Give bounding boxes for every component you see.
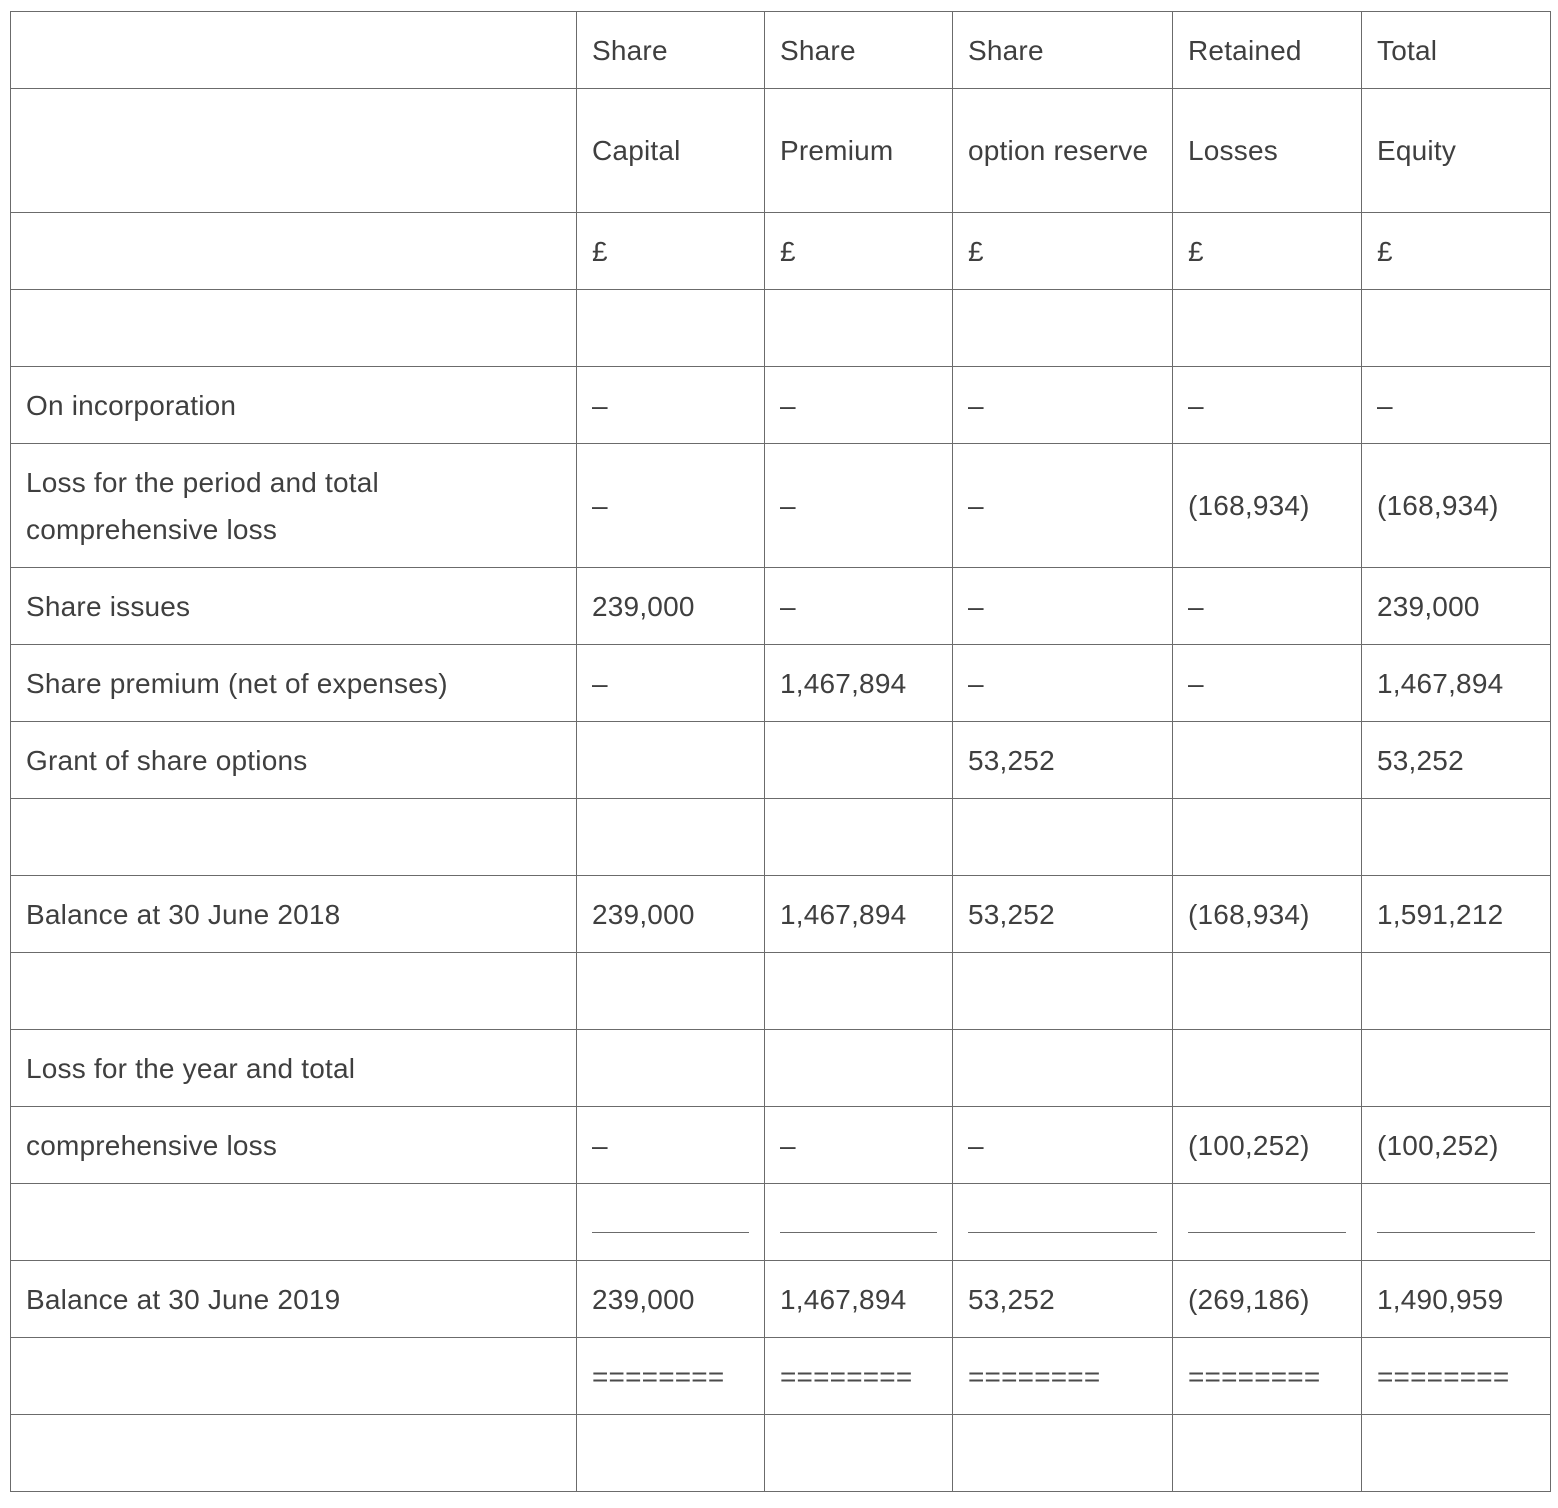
value-cell xyxy=(953,1030,1173,1107)
currency-row xyxy=(11,213,1551,290)
value-cell: (168,934) xyxy=(1362,444,1551,568)
row-share-premium xyxy=(11,645,1551,722)
value-cell xyxy=(1173,722,1362,799)
currency-cell xyxy=(11,213,577,290)
header-cell: Share xyxy=(577,12,765,89)
spacer-row xyxy=(11,799,1551,876)
value-cell: – xyxy=(1173,568,1362,645)
row-loss-for-year-label xyxy=(11,1030,1551,1107)
header-cell: option reserve xyxy=(953,89,1173,213)
row-label: Share premium (net of expenses) xyxy=(11,645,577,722)
row-balance-2018 xyxy=(11,876,1551,953)
value-cell xyxy=(765,722,953,799)
value-cell: – xyxy=(953,568,1173,645)
row-label: Loss for the period and total comprehensive loss xyxy=(11,444,577,568)
value-cell: – xyxy=(765,367,953,444)
row-grant-of-share-options xyxy=(11,722,1551,799)
currency-cell: £ xyxy=(953,213,1173,290)
header-cell: Capital xyxy=(577,89,765,213)
double-rule-row xyxy=(11,1338,1551,1415)
currency-cell: £ xyxy=(765,213,953,290)
value-cell xyxy=(577,1030,765,1107)
spacer-row xyxy=(11,1415,1551,1492)
value-cell: – xyxy=(765,1107,953,1184)
header-cell: Retained xyxy=(1173,12,1362,89)
single-rule xyxy=(765,1184,953,1261)
value-cell: 1,591,212 xyxy=(1362,876,1551,953)
double-rule: ======== xyxy=(577,1338,765,1415)
value-cell xyxy=(577,722,765,799)
value-cell: 239,000 xyxy=(577,1261,765,1338)
statement-of-changes-in-equity-table xyxy=(10,11,1551,1492)
double-rule: ======== xyxy=(953,1338,1173,1415)
currency-cell: £ xyxy=(1362,213,1551,290)
row-label: Share issues xyxy=(11,568,577,645)
spacer-row xyxy=(11,290,1551,367)
header-cell xyxy=(11,89,577,213)
value-cell: 1,467,894 xyxy=(765,1261,953,1338)
value-cell: 1,490,959 xyxy=(1362,1261,1551,1338)
row-label: Grant of share options xyxy=(11,722,577,799)
single-rule xyxy=(1362,1184,1551,1261)
value-cell: 239,000 xyxy=(577,568,765,645)
row-on-incorporation xyxy=(11,367,1551,444)
value-cell: (168,934) xyxy=(1173,444,1362,568)
value-cell xyxy=(765,1030,953,1107)
single-rule xyxy=(953,1184,1173,1261)
value-cell: – xyxy=(953,1107,1173,1184)
value-cell: 53,252 xyxy=(953,722,1173,799)
value-cell: – xyxy=(953,645,1173,722)
value-cell: 1,467,894 xyxy=(765,645,953,722)
header-row-1 xyxy=(11,12,1551,89)
value-cell xyxy=(1362,1030,1551,1107)
value-cell: – xyxy=(953,444,1173,568)
single-rule-row xyxy=(11,1184,1551,1261)
double-rule: ======== xyxy=(1173,1338,1362,1415)
value-cell: 1,467,894 xyxy=(1362,645,1551,722)
value-cell xyxy=(1173,1030,1362,1107)
value-cell: – xyxy=(577,444,765,568)
value-cell: 53,252 xyxy=(953,1261,1173,1338)
currency-cell: £ xyxy=(1173,213,1362,290)
currency-cell: £ xyxy=(577,213,765,290)
value-cell: – xyxy=(1173,645,1362,722)
row-share-issues xyxy=(11,568,1551,645)
value-cell: (269,186) xyxy=(1173,1261,1362,1338)
row-balance-2019 xyxy=(11,1261,1551,1338)
double-rule: ======== xyxy=(765,1338,953,1415)
value-cell: (168,934) xyxy=(1173,876,1362,953)
value-cell: 239,000 xyxy=(577,876,765,953)
row-label xyxy=(11,1338,577,1415)
header-cell: Total xyxy=(1362,12,1551,89)
value-cell: 1,467,894 xyxy=(765,876,953,953)
header-cell: Equity xyxy=(1362,89,1551,213)
value-cell: – xyxy=(577,1107,765,1184)
header-row-2 xyxy=(11,89,1551,213)
header-cell: Losses xyxy=(1173,89,1362,213)
value-cell: 239,000 xyxy=(1362,568,1551,645)
value-cell: (100,252) xyxy=(1173,1107,1362,1184)
value-cell: – xyxy=(765,444,953,568)
value-cell: (100,252) xyxy=(1362,1107,1551,1184)
row-label: On incorporation xyxy=(11,367,577,444)
value-cell: 53,252 xyxy=(1362,722,1551,799)
row-label: Balance at 30 June 2019 xyxy=(11,1261,577,1338)
header-cell: Premium xyxy=(765,89,953,213)
row-label: Balance at 30 June 2018 xyxy=(11,876,577,953)
row-label: comprehensive loss xyxy=(11,1107,577,1184)
value-cell: – xyxy=(1362,367,1551,444)
single-rule xyxy=(1173,1184,1362,1261)
value-cell: – xyxy=(765,568,953,645)
value-cell: – xyxy=(1173,367,1362,444)
spacer-row xyxy=(11,953,1551,1030)
header-cell: Share xyxy=(765,12,953,89)
value-cell: – xyxy=(577,367,765,444)
row-loss-for-year xyxy=(11,1107,1551,1184)
header-cell: Share xyxy=(953,12,1173,89)
row-label: Loss for the year and total xyxy=(11,1030,577,1107)
header-cell xyxy=(11,12,577,89)
row-loss-for-period xyxy=(11,444,1551,568)
value-cell: 53,252 xyxy=(953,876,1173,953)
single-rule xyxy=(577,1184,765,1261)
double-rule: ======== xyxy=(1362,1338,1551,1415)
value-cell: – xyxy=(953,367,1173,444)
value-cell: – xyxy=(577,645,765,722)
